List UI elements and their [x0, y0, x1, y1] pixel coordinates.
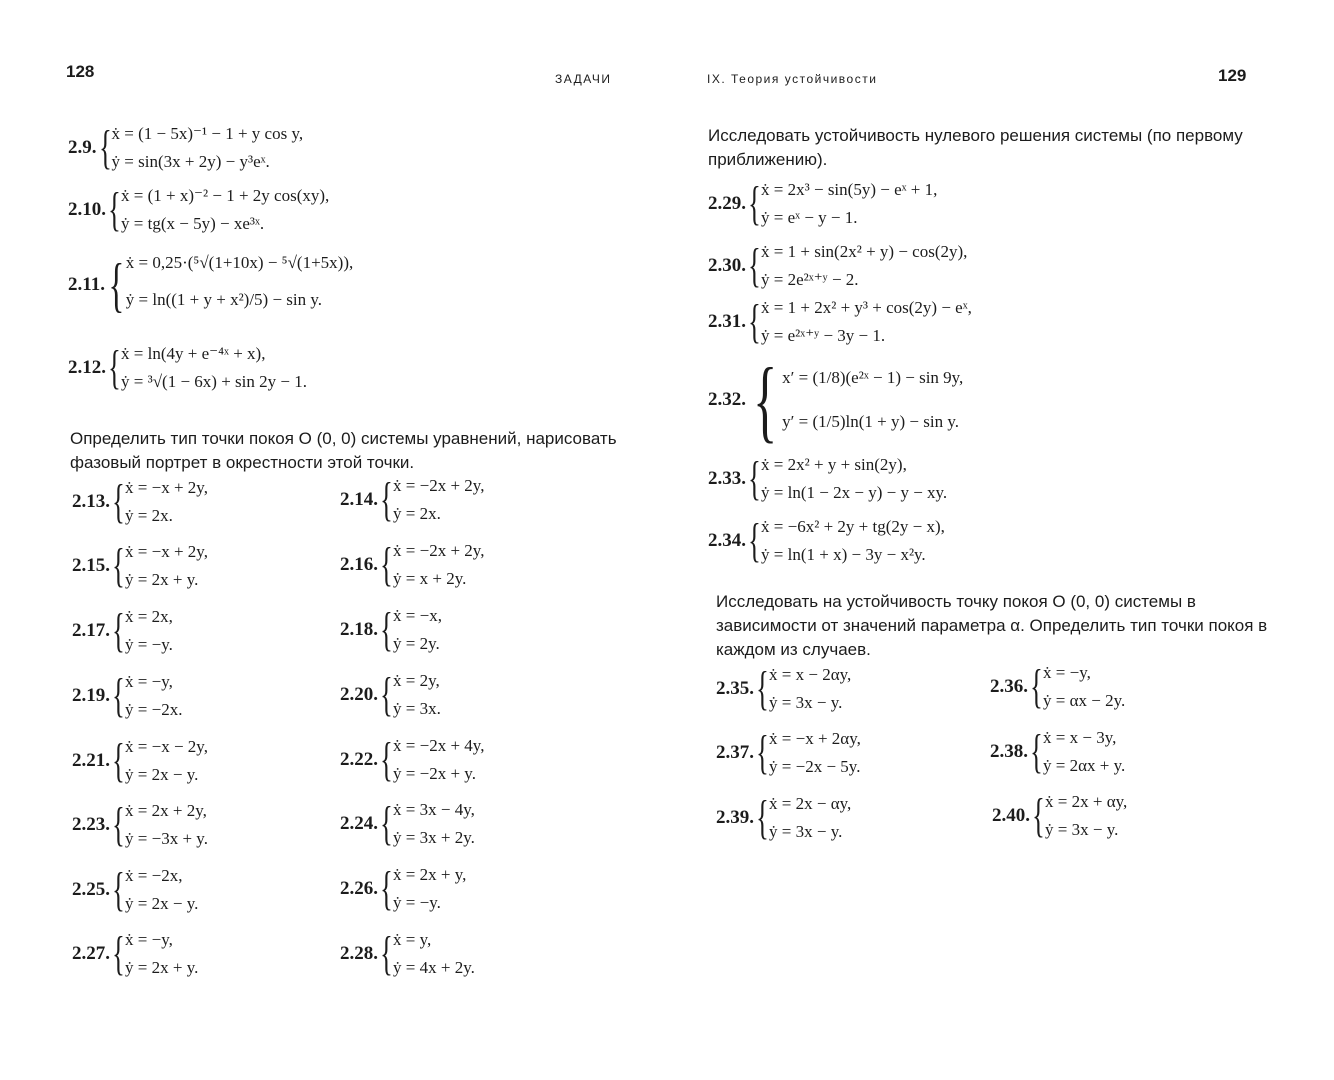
running-head-left: ЗАДАЧИ: [555, 72, 612, 86]
equation-y: ẏ = −y.: [393, 893, 441, 912]
brace: {: [380, 862, 393, 915]
brace: {: [108, 183, 121, 236]
problem-2-15: [72, 538, 208, 594]
equation-y: ẏ = ln(1 + x) − 3y − x²y.: [761, 545, 926, 564]
brace: {: [112, 927, 125, 980]
equation-y: ẏ = 3x − y.: [1045, 820, 1119, 839]
problem-number: 2.29.: [708, 193, 746, 214]
problem-number: 2.31.: [708, 311, 746, 332]
equation-x: ẋ = 2y,: [393, 671, 440, 690]
equation-x: ẋ = −y,: [125, 930, 173, 949]
problem-2-29: [708, 176, 937, 232]
brace: {: [112, 475, 125, 528]
brace: {: [748, 239, 761, 292]
problem-2-30: [708, 238, 967, 294]
equation-y: ẏ = −2x − 5y.: [769, 757, 861, 776]
problem-number: 2.28.: [340, 943, 378, 964]
intro-phase-portrait: Определить тип точки покоя O (0, 0) системы уравнений, нарисовать фазовый портрет в окрестности этой точки.: [70, 429, 617, 472]
equation-y: ẏ = tg(x − 5y) − xe³ˣ.: [121, 214, 265, 233]
problem-2-34: [708, 513, 945, 569]
problem-2-32: [708, 349, 964, 451]
equation-x: ẋ = −2x + 4y,: [393, 736, 485, 755]
brace: {: [748, 295, 761, 348]
problem-number: 2.14.: [340, 489, 378, 510]
brace: {: [748, 452, 761, 505]
brace: {: [380, 733, 393, 786]
equation-x: ẋ = −x + 2y,: [125, 478, 208, 497]
equation-y: ẏ = ln((1 + y + x²)/5) − sin y.: [125, 290, 323, 309]
equation-x: ẋ = 2x³ − sin(5y) − eˣ + 1,: [761, 180, 938, 199]
equation-x: ẋ = x − 2αy,: [769, 665, 852, 684]
problem-2-10: [68, 182, 329, 238]
brace: {: [380, 797, 393, 850]
equation-x: ẋ = −2x,: [125, 866, 183, 885]
page-number-left: 128: [66, 62, 95, 81]
brace: {: [380, 538, 393, 591]
equation-y: ẏ = 3x − y.: [769, 693, 843, 712]
problem-2-35: [716, 661, 851, 717]
problem-number: 2.15.: [72, 555, 110, 576]
problem-2-25: [72, 862, 198, 918]
equation-y: ẏ = 3x.: [393, 699, 441, 718]
problem-2-14: [340, 472, 484, 528]
equation-x: ẋ = 2x,: [125, 607, 173, 626]
problem-2-9: [68, 120, 303, 176]
equation-x: ẋ = 3x − 4y,: [393, 800, 475, 819]
problem-2-16: [340, 537, 484, 593]
problem-2-22: [340, 732, 484, 788]
equation-y: ẏ = −y.: [125, 635, 173, 654]
equation-x: ẋ = 1 + sin(2x² + y) − cos(2y),: [761, 242, 968, 261]
problem-number: 2.22.: [340, 749, 378, 770]
equation-x: ẋ = (1 + x)⁻² − 1 + 2y cos(xy),: [121, 186, 330, 205]
equation-y: ẏ = 2y.: [393, 634, 440, 653]
brace: {: [380, 473, 393, 526]
equation-x: ẋ = 2x + 2y,: [125, 801, 207, 820]
problem-2-31: [708, 294, 972, 350]
problem-2-23: [72, 797, 208, 853]
equation-y: ẏ = −2x + y.: [393, 764, 476, 783]
problem-number: 2.40.: [992, 805, 1030, 826]
brace: {: [748, 514, 761, 567]
equation-y: ẏ = 2e²ˣ⁺ʸ − 2.: [761, 270, 859, 289]
problem-number: 2.35.: [716, 678, 754, 699]
equation-y: ẏ = ln(1 − 2x − y) − y − xy.: [761, 483, 948, 502]
equation-x: ẋ = −x,: [393, 606, 442, 625]
problem-2-12: [68, 340, 307, 396]
brace: {: [752, 349, 778, 451]
equation-x: ẋ = 1 + 2x² + y³ + cos(2y) − eˣ,: [761, 298, 972, 317]
problem-number: 2.20.: [340, 684, 378, 705]
equation-y: ẏ = eˣ − y − 1.: [761, 208, 858, 227]
brace: {: [756, 726, 769, 779]
problem-number: 2.38.: [990, 741, 1028, 762]
problem-number: 2.17.: [72, 620, 110, 641]
problem-number: 2.12.: [68, 357, 106, 378]
equation-y: ẏ = 2x + y.: [125, 570, 199, 589]
problem-number: 2.21.: [72, 750, 110, 771]
problem-2-17: [72, 603, 173, 659]
brace: {: [108, 252, 125, 318]
problem-number: 2.24.: [340, 813, 378, 834]
equation-y: ẏ = 2αx + y.: [1043, 756, 1126, 775]
brace: {: [748, 177, 761, 230]
brace: {: [1030, 725, 1043, 778]
problem-2-20: [340, 667, 441, 723]
equation-x: ẋ = −6x² + 2y + tg(2y − x),: [761, 517, 945, 536]
brace: {: [380, 668, 393, 721]
problem-number: 2.19.: [72, 685, 110, 706]
brace: {: [112, 539, 125, 592]
problem-number: 2.25.: [72, 879, 110, 900]
problem-2-11: [68, 248, 353, 322]
problem-number: 2.27.: [72, 943, 110, 964]
problem-2-37: [716, 725, 861, 781]
equation-y: ẏ = 2x − y.: [125, 894, 199, 913]
equation-x: ẋ = x − 3y,: [1043, 728, 1117, 747]
problem-number: 2.18.: [340, 619, 378, 640]
brace: {: [756, 791, 769, 844]
problem-2-19: [72, 668, 182, 724]
equation-y: ẏ = 4x + 2y.: [393, 958, 475, 977]
equation-x: ẋ = ln(4y + e⁻⁴ˣ + x),: [121, 344, 266, 363]
equation-x: ẋ = 2x + y,: [393, 865, 467, 884]
equation-x: ẋ = 2x² + y + sin(2y),: [761, 455, 907, 474]
problem-number: 2.16.: [340, 554, 378, 575]
intro-first-approximation: Исследовать устойчивость нулевого решения системы (по первому приближению).: [708, 126, 1243, 169]
equation-y: ẏ = sin(3x + 2y) − y³eˣ.: [111, 152, 270, 171]
problem-number: 2.34.: [708, 530, 746, 551]
equation-x: x′ = (1/8)(e²ˣ − 1) − sin 9y,: [782, 368, 964, 387]
problem-number: 2.11.: [68, 274, 105, 295]
running-head-right: IX. Теория устойчивости: [707, 72, 878, 86]
equation-x: ẋ = 2x + αy,: [1045, 792, 1128, 811]
equation-y: ẏ = −3x + y.: [125, 829, 208, 848]
problem-number: 2.30.: [708, 255, 746, 276]
brace: {: [112, 604, 125, 657]
brace: {: [108, 341, 121, 394]
problem-2-27: [72, 926, 198, 982]
problem-2-40: [992, 788, 1127, 844]
equation-y: ẏ = 2x.: [393, 504, 441, 523]
equation-x: ẋ = −x + 2y,: [125, 542, 208, 561]
brace: {: [380, 603, 393, 656]
equation-y: ẏ = 3x + 2y.: [393, 828, 475, 847]
brace: {: [112, 863, 125, 916]
equation-y: ẏ = x + 2y.: [393, 569, 467, 588]
problem-number: 2.10.: [68, 199, 106, 220]
equation-x: ẋ = −2x + 2y,: [393, 541, 485, 560]
problem-number: 2.36.: [990, 676, 1028, 697]
problem-2-26: [340, 861, 466, 917]
equation-y: ẏ = ³√(1 − 6x) + sin 2y − 1.: [121, 372, 307, 391]
brace: {: [380, 927, 393, 980]
problem-2-39: [716, 790, 851, 846]
right-page: [667, 0, 1334, 1080]
problem-number: 2.9.: [68, 137, 97, 158]
problem-2-36: [990, 659, 1125, 715]
equation-y: ẏ = e²ˣ⁺ʸ − 3y − 1.: [761, 326, 886, 345]
intro-parameter-alpha: Исследовать на устойчивость точку покоя O (0, 0) системы в зависимости от значений параметра α. Определить тип точки покоя в каждом из случаев.: [716, 592, 1268, 659]
brace: {: [98, 121, 112, 174]
brace: {: [112, 798, 125, 851]
equation-x: ẋ = −x − 2y,: [125, 737, 208, 756]
equation-y: ẏ = 2x − y.: [125, 765, 199, 784]
equation-y: ẏ = αx − 2y.: [1043, 691, 1126, 710]
problem-2-21: [72, 733, 208, 789]
equation-x: ẋ = −y,: [125, 672, 173, 691]
equation-x: ẋ = −y,: [1043, 663, 1091, 682]
equation-y: ẏ = 2x + y.: [125, 958, 199, 977]
problem-number: 2.32.: [708, 389, 746, 410]
equation-x: ẋ = −x + 2αy,: [769, 729, 861, 748]
equation-y: ẏ = 2x.: [125, 506, 173, 525]
brace: {: [112, 669, 125, 722]
equation-x: ẋ = 2x − αy,: [769, 794, 852, 813]
problem-number: 2.23.: [72, 814, 110, 835]
problem-2-13: [72, 474, 208, 530]
problem-2-33: [708, 451, 947, 507]
brace: {: [756, 662, 769, 715]
brace: {: [1032, 789, 1045, 842]
equation-x: ẋ = 0,25·(⁵√(1+10x) − ⁵√(1+5x)),: [125, 253, 354, 272]
equation-y: ẏ = −2x.: [125, 700, 183, 719]
equation-x: ẋ = (1 − 5x)⁻¹ − 1 + y cos y,: [111, 124, 304, 143]
brace: {: [112, 734, 125, 787]
problem-number: 2.13.: [72, 491, 110, 512]
problem-2-24: [340, 796, 475, 852]
equation-x: ẋ = −2x + 2y,: [393, 476, 485, 495]
brace: {: [1030, 660, 1043, 713]
page-number-right: 129: [1218, 66, 1247, 85]
problem-2-18: [340, 602, 442, 658]
problem-2-38: [990, 724, 1125, 780]
problem-number: 2.33.: [708, 468, 746, 489]
problem-number: 2.39.: [716, 807, 754, 828]
equation-y: ẏ = 3x − y.: [769, 822, 843, 841]
equation-y: y′ = (1/5)ln(1 + y) − sin y.: [782, 412, 959, 431]
problem-number: 2.26.: [340, 878, 378, 899]
problem-number: 2.37.: [716, 742, 754, 763]
problem-2-28: [340, 926, 475, 982]
equation-x: ẋ = y,: [393, 930, 432, 949]
